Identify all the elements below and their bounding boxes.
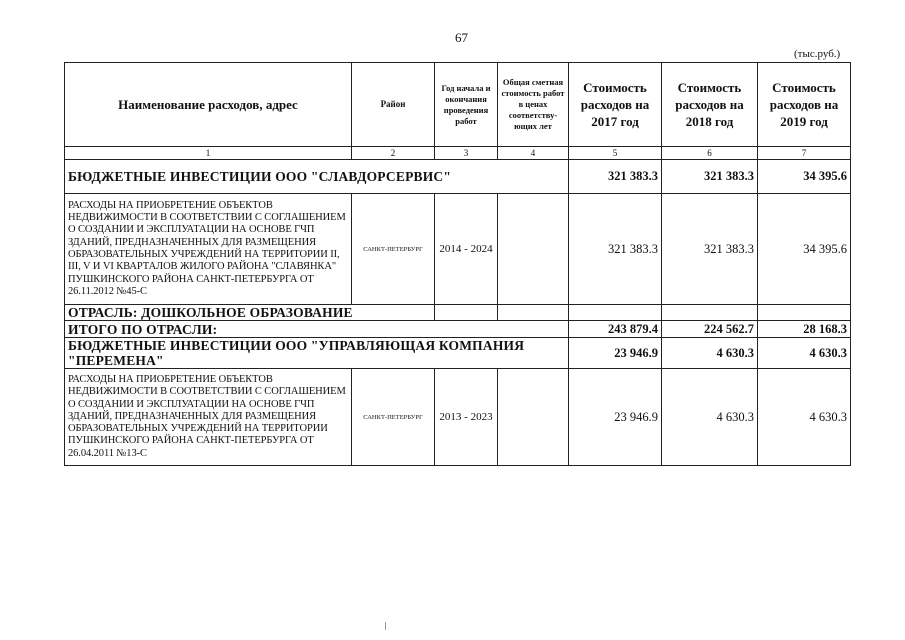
section-value-2017: 23 946.9 — [569, 338, 662, 369]
industry-total-2019: 28 168.3 — [758, 321, 851, 338]
expense-description: РАСХОДЫ НА ПРИОБРЕТЕНИЕ ОБЪЕКТОВ НЕДВИЖИМОСТИ В СООТВЕТСТВИИ С СОГЛАШЕНИЕМ О СОЗДАНИИ И ЭКСПЛУАТАЦИИ НА ОСНОВЕ ГЧП ЗДАНИЙ, ПРЕДНАЗНАЧЕННЫХ ДЛЯ РАЗМЕЩЕНИЯ ОБРАЗОВАТЕЛЬНЫХ УЧРЕЖДЕНИЙ НА ТЕРРИТОРИИ II, III, V И VI КВАРТАЛОВ ЖИЛОГО РАЙОНА "СЛАВЯНКА" ПУШКИНСКОГО РАЙОНА САНКТ-ПЕТЕРБУРГА ОТ 26.11.2012 №45-С — [65, 194, 352, 305]
header-cost-2019: Стоимость расходов на 2019 год — [758, 63, 851, 147]
column-number: 1 — [65, 147, 352, 160]
expense-row — [65, 194, 851, 305]
column-number: 2 — [352, 147, 435, 160]
expense-description: РАСХОДЫ НА ПРИОБРЕТЕНИЕ ОБЪЕКТОВ НЕДВИЖИМОСТИ В СООТВЕТСТВИИ С СОГЛАШЕНИЕМ О СОЗДАНИИ И ЭКСПЛУАТАЦИИ НА ОСНОВЕ ГЧП ЗДАНИЙ, ПРЕДНАЗНАЧЕННЫХ ДЛЯ РАЗМЕЩЕНИЯ ОБРАЗОВАТЕЛЬНЫХ УЧРЕЖДЕНИЙ НА ТЕРРИТОРИИ ПУШКИНСКОГО РАЙОНА САНКТ-ПЕТЕРБУРГА ОТ 26.04.2011 №13-С — [65, 369, 352, 466]
expense-value-2019: 4 630.3 — [758, 369, 851, 466]
section-value-2019: 34 395.6 — [758, 160, 851, 194]
expense-total — [498, 369, 569, 466]
section-value-2019: 4 630.3 — [758, 338, 851, 369]
expenses-table — [64, 62, 851, 466]
industry-total-2017: 243 879.4 — [569, 321, 662, 338]
column-number: 4 — [498, 147, 569, 160]
page-number: 67 — [455, 30, 468, 45]
expense-row — [65, 369, 851, 466]
header-district: Район — [352, 63, 435, 147]
section-value-2018: 321 383.3 — [662, 160, 758, 194]
industry-total-label: ИТОГО ПО ОТРАСЛИ: — [65, 321, 569, 338]
industry-row — [65, 305, 851, 321]
column-number: 7 — [758, 147, 851, 160]
expense-district: САНКТ-ПЕТЕРБУРГ — [352, 369, 435, 466]
expense-value-2018: 4 630.3 — [662, 369, 758, 466]
section-row — [65, 160, 851, 194]
section-value-2017: 321 383.3 — [569, 160, 662, 194]
header-row — [65, 63, 851, 147]
expense-value-2017: 321 383.3 — [569, 194, 662, 305]
scan-mark — [385, 622, 386, 630]
expense-value-2019: 34 395.6 — [758, 194, 851, 305]
header-name: Наименование расходов, адрес — [65, 63, 352, 147]
section-value-2018: 4 630.3 — [662, 338, 758, 369]
column-number: 5 — [569, 147, 662, 160]
header-total-cost: Общая сметная стоимость работ в ценах соответству-ющих лет — [498, 63, 569, 147]
section-title: БЮДЖЕТНЫЕ ИНВЕСТИЦИИ ООО "УПРАВЛЯЮЩАЯ КОМПАНИЯ "ПЕРЕМЕНА" — [65, 338, 569, 369]
expense-total — [498, 194, 569, 305]
column-number: 6 — [662, 147, 758, 160]
expense-years: 2013 - 2023 — [435, 369, 498, 466]
units-label: (тыс.руб.) — [794, 48, 841, 60]
column-number: 3 — [435, 147, 498, 160]
expense-years: 2014 - 2024 — [435, 194, 498, 305]
header-years: Год начала и окончания проведения работ — [435, 63, 498, 147]
expense-value-2017: 23 946.9 — [569, 369, 662, 466]
expense-value-2018: 321 383.3 — [662, 194, 758, 305]
header-cost-2018: Стоимость расходов на 2018 год — [662, 63, 758, 147]
column-number-row — [65, 147, 851, 160]
expense-district: САНКТ-ПЕТЕРБУРГ — [352, 194, 435, 305]
industry-total-row — [65, 321, 851, 338]
industry-title: ОТРАСЛЬ: ДОШКОЛЬНОЕ ОБРАЗОВАНИЕ — [65, 305, 435, 321]
industry-total-2018: 224 562.7 — [662, 321, 758, 338]
header-cost-2017: Стоимость расходов на 2017 год — [569, 63, 662, 147]
section-row — [65, 338, 851, 369]
section-title: БЮДЖЕТНЫЕ ИНВЕСТИЦИИ ООО "СЛАВДОРСЕРВИС" — [65, 160, 569, 194]
